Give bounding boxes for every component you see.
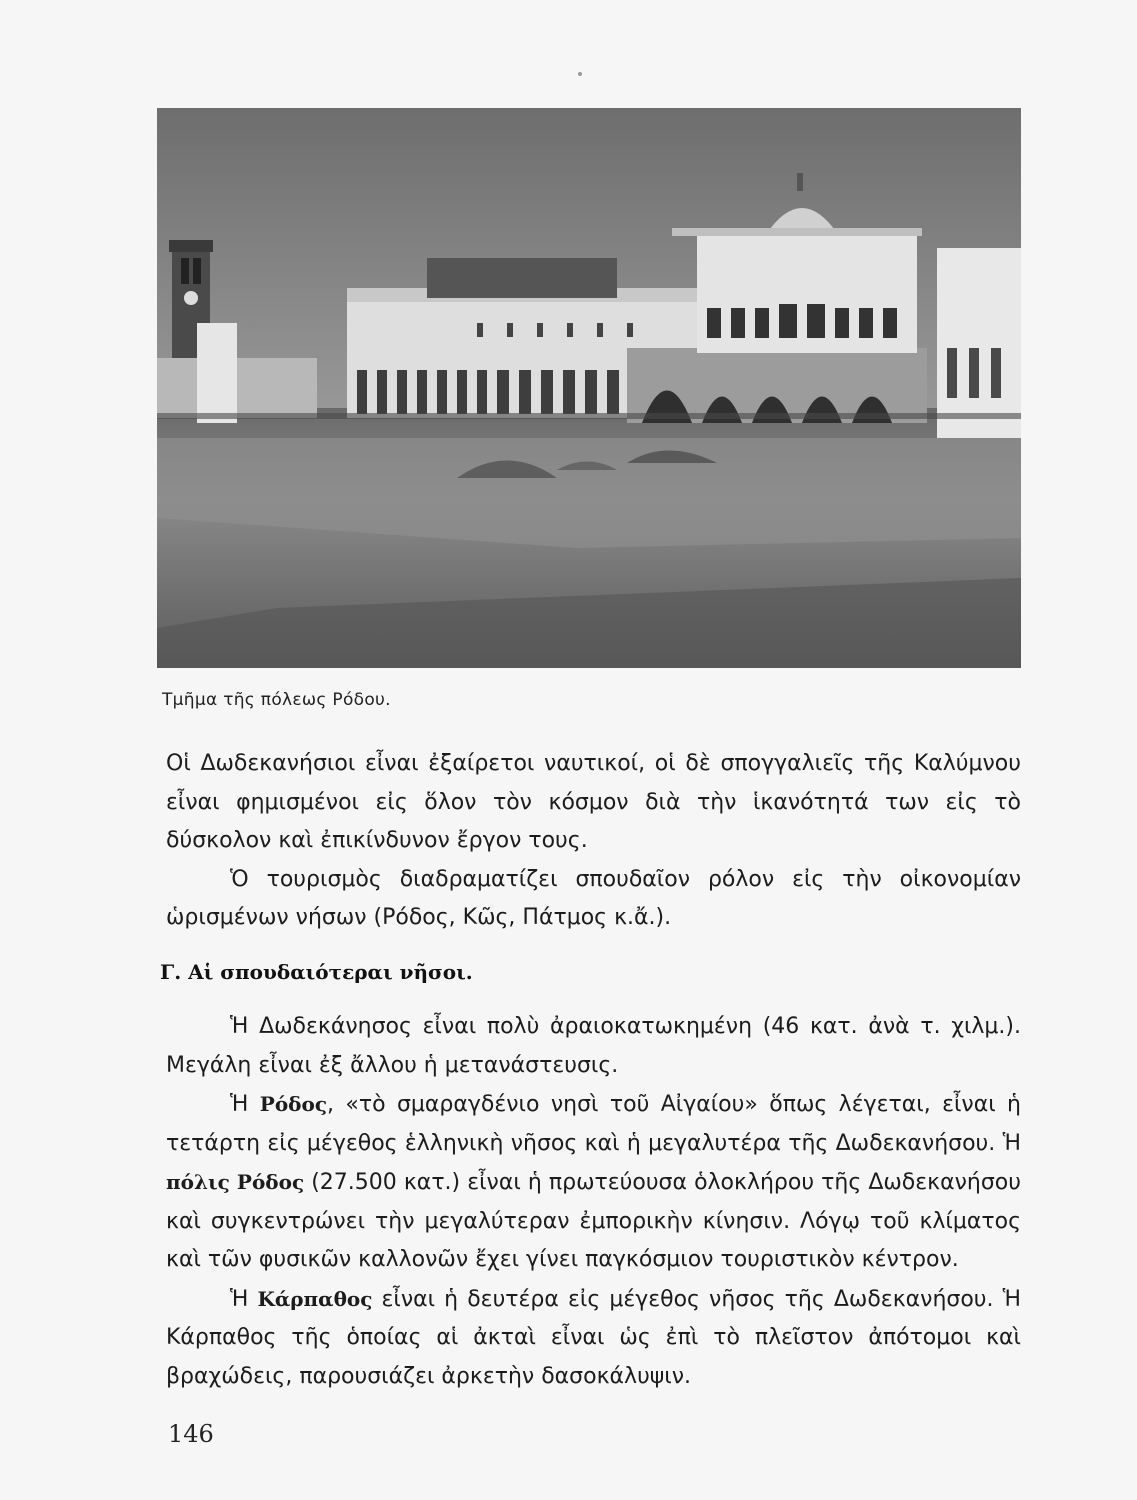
paragraph-population: Ἡ Δωδεκάνησος εἶναι πολὺ ἀραιοκατωκημένη (46 κατ. ἀνὰ τ. χιλμ.). Μεγάλη εἶναι ἐξ ἄλλου ἡ μετανάστευσις. bbox=[166, 1014, 1021, 1078]
page-number: 146 bbox=[168, 1420, 214, 1448]
paragraph-seafarers: Οἱ Δωδεκανήσιοι εἶναι ἐξαίρετοι ναυτικοί, οἱ δὲ σπογγαλιεῖς τῆς Καλύμνου εἶναι φημισμένοι εἰς ὅλον τὸν κόσμον διὰ τὴν ἱκανότητά των εἰς τὸ δύσκολον καὶ ἐπικίνδυνον ἔργον τους. bbox=[166, 751, 1021, 853]
paragraph-karpathos bbox=[166, 1280, 1021, 1397]
photo-rhodes-town-hall bbox=[157, 108, 1021, 668]
print-speck bbox=[578, 72, 582, 76]
photo-caption: Τμῆμα τῆς πόλεως Ρόδου. bbox=[162, 690, 391, 710]
text-fragment: , «τὸ σμαραγδένιο νησὶ τοῦ Αἰγαίου» ὅπως λέγεται, εἶναι ἡ τετάρτη εἰς μέγεθος ἑλληνικὴ νῆσος καὶ ἡ μεγαλυτέρα τῆς Δωδεκανήσου. Ἡ bbox=[166, 1092, 1021, 1156]
section-text bbox=[166, 1008, 1021, 1396]
intro-text bbox=[166, 745, 1021, 938]
term-karpathos: Κάρπαθος bbox=[257, 1286, 373, 1311]
text-fragment: Ἡ bbox=[230, 1092, 260, 1117]
text-fragment: (27.500 κατ.) εἶναι ἡ πρωτεύουσα ὁλοκλήρου τῆς Δωδεκανήσου καὶ συγκεντρώνει τὴν μεγαλύτεραν ἐμπορικὴν κίνησιν. Λόγῳ τοῦ κλίματος καὶ τῶν φυσικῶν καλλονῶν ἔχει γίνει παγκόσμιον τουριστικὸν κέντρον. bbox=[166, 1170, 1021, 1272]
section-heading: Γ. Αἱ σπουδαιότεραι νῆσοι. bbox=[160, 960, 473, 984]
term-rhodes: Ρόδος bbox=[259, 1092, 328, 1116]
text-fragment: εἶναι ἡ δευτέρα εἰς μέγεθος νῆσος τῆς Δωδεκανήσου. Ἡ Κάρπαθος τῆς ὁποίας αἱ ἀκταὶ εἶναι ὡς ἐπὶ τὸ πλεῖστον ἀπότομοι καὶ βραχώδεις, παρουσιάζει ἀρκετὴν δασοκάλυψιν. bbox=[166, 1286, 1021, 1389]
paragraph-tourism: Ὁ τουρισμὸς διαδραματίζει σπουδαῖον ρόλον εἰς τὴν οἰκονομίαν ὡρισμένων νήσων (Ρόδος, Κῶς, Πάτμος κ.ἄ.). bbox=[166, 866, 1021, 930]
term-rhodes-city: πόλις Ρόδος bbox=[166, 1170, 305, 1194]
text-fragment: Ἡ bbox=[230, 1286, 258, 1312]
paragraph-rhodes bbox=[166, 1085, 1021, 1280]
